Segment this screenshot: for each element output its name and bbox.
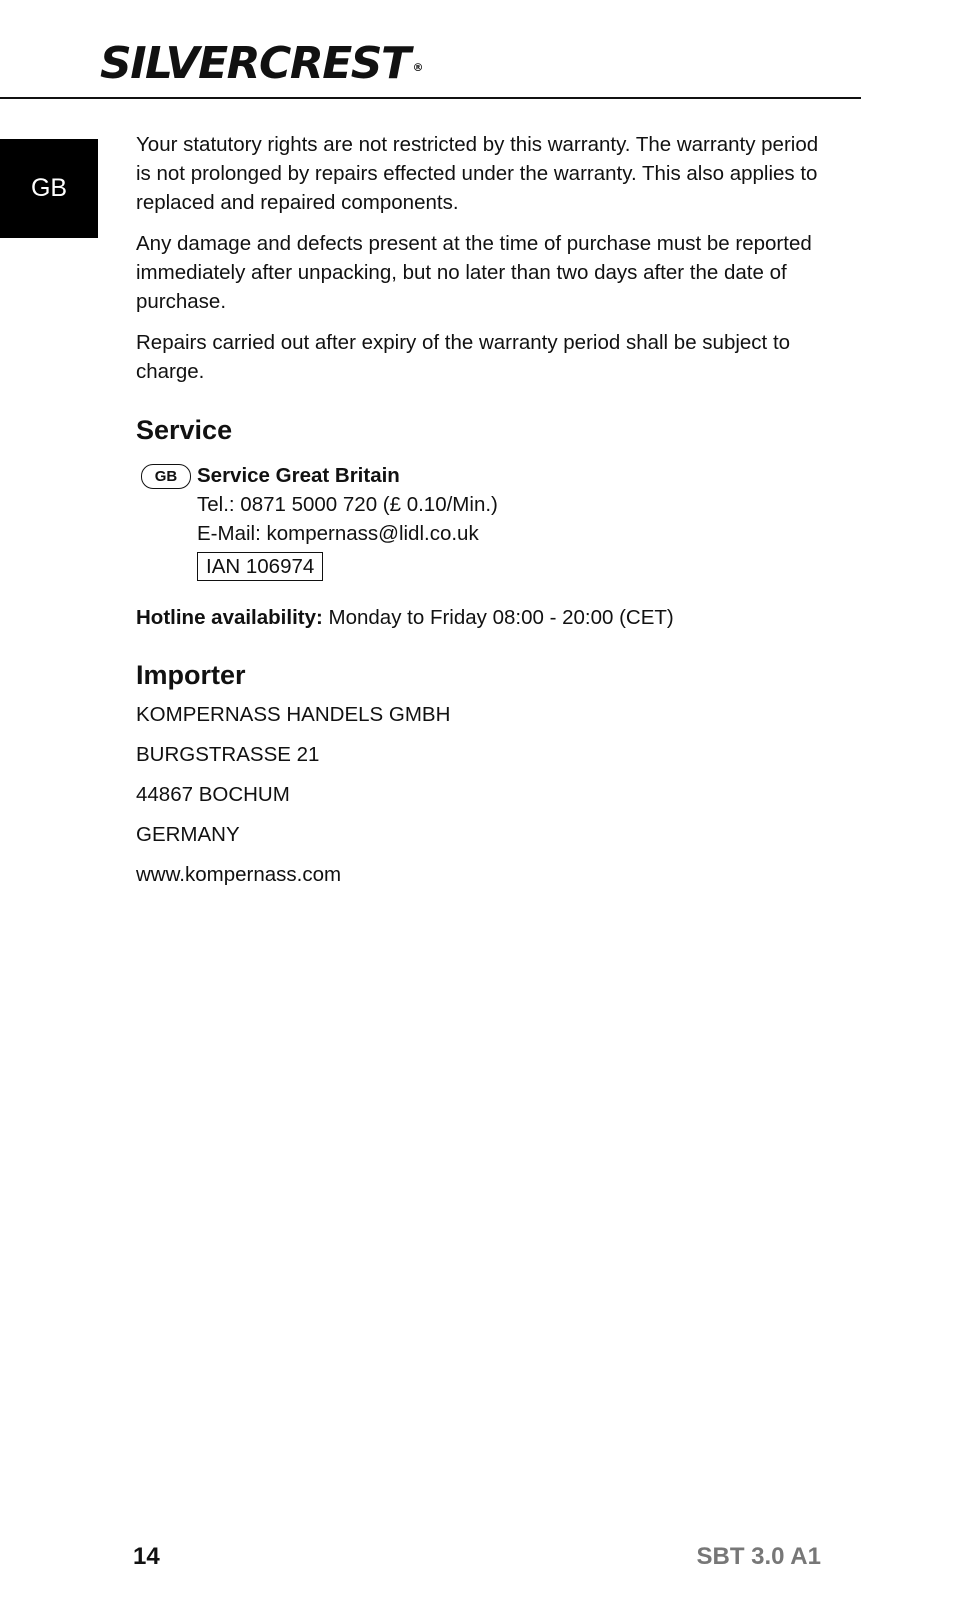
hotline-label: Hotline availability: bbox=[136, 606, 323, 629]
importer-company: KOMPERNASS HANDELS GMBH bbox=[136, 703, 451, 726]
importer-country: GERMANY bbox=[136, 823, 240, 846]
ian-box: IAN 106974 bbox=[197, 552, 323, 581]
brand-logo bbox=[100, 38, 422, 89]
service-contact bbox=[197, 461, 498, 581]
language-tab: GB bbox=[0, 139, 98, 238]
warranty-paragraph: Repairs carried out after expiry of the warranty period shall be subject to charge. bbox=[136, 331, 791, 383]
warranty-paragraph: Your statutory rights are not restricted by this warranty. The warranty period is not prolonged by repairs effected under the warranty. This also applies to replaced and repaired components. bbox=[136, 133, 819, 214]
page-number: 14 bbox=[133, 1543, 160, 1570]
service-heading: Service bbox=[136, 415, 233, 445]
warranty-text bbox=[136, 130, 836, 398]
service-tel: Tel.: 0871 5000 720 (£ 0.10/Min.) bbox=[197, 493, 498, 516]
registered-mark: ® bbox=[412, 61, 422, 74]
service-title: Service Great Britain bbox=[197, 464, 400, 487]
brand-name: SILVERCREST bbox=[100, 38, 410, 89]
hotline-availability bbox=[136, 603, 674, 632]
header-divider bbox=[0, 97, 861, 99]
importer-city: 44867 BOCHUM bbox=[136, 783, 290, 806]
country-badge: GB bbox=[141, 464, 191, 489]
warranty-paragraph: Any damage and defects present at the time of purchase must be reported immediately after unpacking, but no later than two days after the date of purchase. bbox=[136, 232, 812, 313]
hotline-value: Monday to Friday 08:00 - 20:00 (CET) bbox=[322, 606, 674, 629]
service-email: E-Mail: kompernass@lidl.co.uk bbox=[197, 522, 479, 545]
importer-heading: Importer bbox=[136, 660, 246, 690]
importer-street: BURGSTRASSE 21 bbox=[136, 743, 320, 766]
importer-website: www.kompernass.com bbox=[136, 863, 342, 886]
model-number: SBT 3.0 A1 bbox=[696, 1543, 821, 1570]
